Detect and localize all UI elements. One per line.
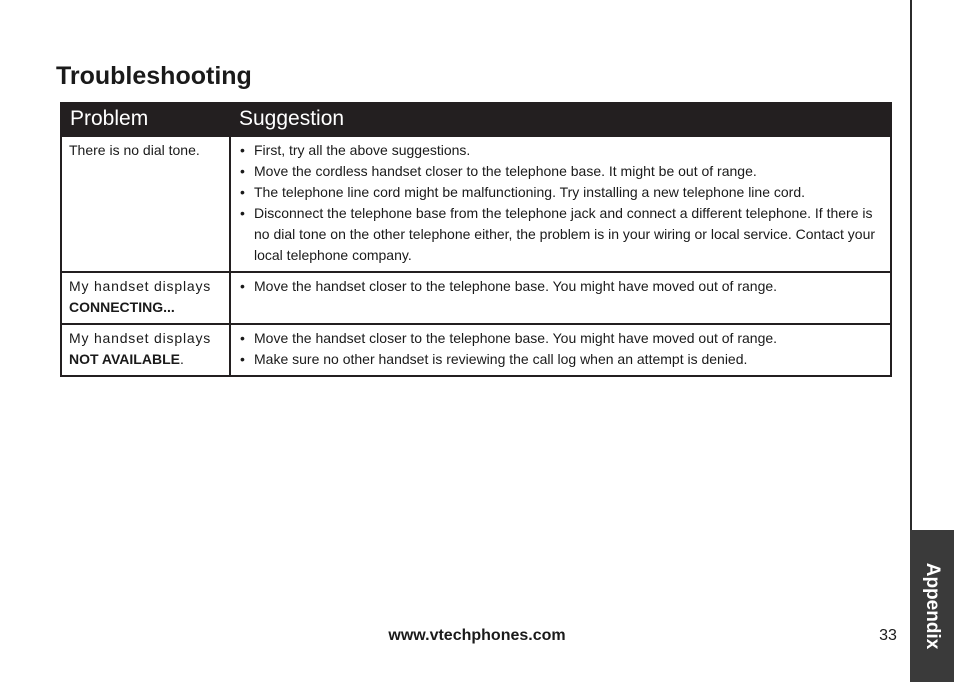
suggestion-item: • First, try all the above suggestions.	[238, 140, 883, 161]
problem-text: There is no dial tone.	[69, 142, 200, 158]
section-tab	[910, 530, 954, 682]
suggestion-cell	[230, 272, 891, 324]
troubleshooting-table	[60, 102, 892, 377]
problem-text: My handset displays	[69, 330, 212, 346]
header-problem: Problem	[61, 102, 230, 136]
suggestion-item: • Move the handset closer to the telephone base. You might have moved out of range.	[238, 276, 883, 297]
table-row	[61, 136, 891, 272]
suggestion-cell	[230, 324, 891, 376]
suggestion-cell	[230, 136, 891, 272]
display-message-suffix: .	[179, 351, 184, 367]
table-row	[61, 272, 891, 324]
problem-text: My handset displays	[69, 278, 212, 294]
display-message: CONNECTING...	[69, 299, 175, 315]
suggestion-item: • Move the handset closer to the telephone base. You might have moved out of range.	[238, 328, 883, 349]
suggestion-list	[238, 140, 883, 266]
header-suggestion: Suggestion	[230, 102, 891, 136]
page-title: Troubleshooting	[56, 62, 252, 90]
suggestion-item: • Make sure no other handset is reviewing the call log when an attempt is denied.	[238, 349, 883, 370]
problem-cell	[61, 136, 230, 272]
suggestion-list	[238, 328, 883, 370]
table-row	[61, 324, 891, 376]
display-message: NOT AVAILABLE	[69, 351, 180, 367]
side-rule	[910, 0, 912, 530]
section-tab-label: Appendix	[922, 562, 943, 650]
suggestion-item: • The telephone line cord might be malfunctioning. Try installing a new telephone line cord.	[238, 182, 883, 203]
problem-cell	[61, 272, 230, 324]
suggestion-item: • Disconnect the telephone base from the telephone jack and connect a different telephone. If there is no dial tone on the other telephone either, the problem is in your wiring or local service. Contact your local telephone company.	[238, 203, 883, 266]
suggestion-item: • Move the cordless handset closer to the telephone base. It might be out of range.	[238, 161, 883, 182]
table-header-row	[61, 102, 891, 136]
problem-cell	[61, 324, 230, 376]
suggestion-list	[238, 276, 883, 297]
display-message-line	[69, 349, 222, 370]
page-number: 33	[879, 627, 897, 644]
footer-url: www.vtechphones.com	[388, 627, 566, 644]
